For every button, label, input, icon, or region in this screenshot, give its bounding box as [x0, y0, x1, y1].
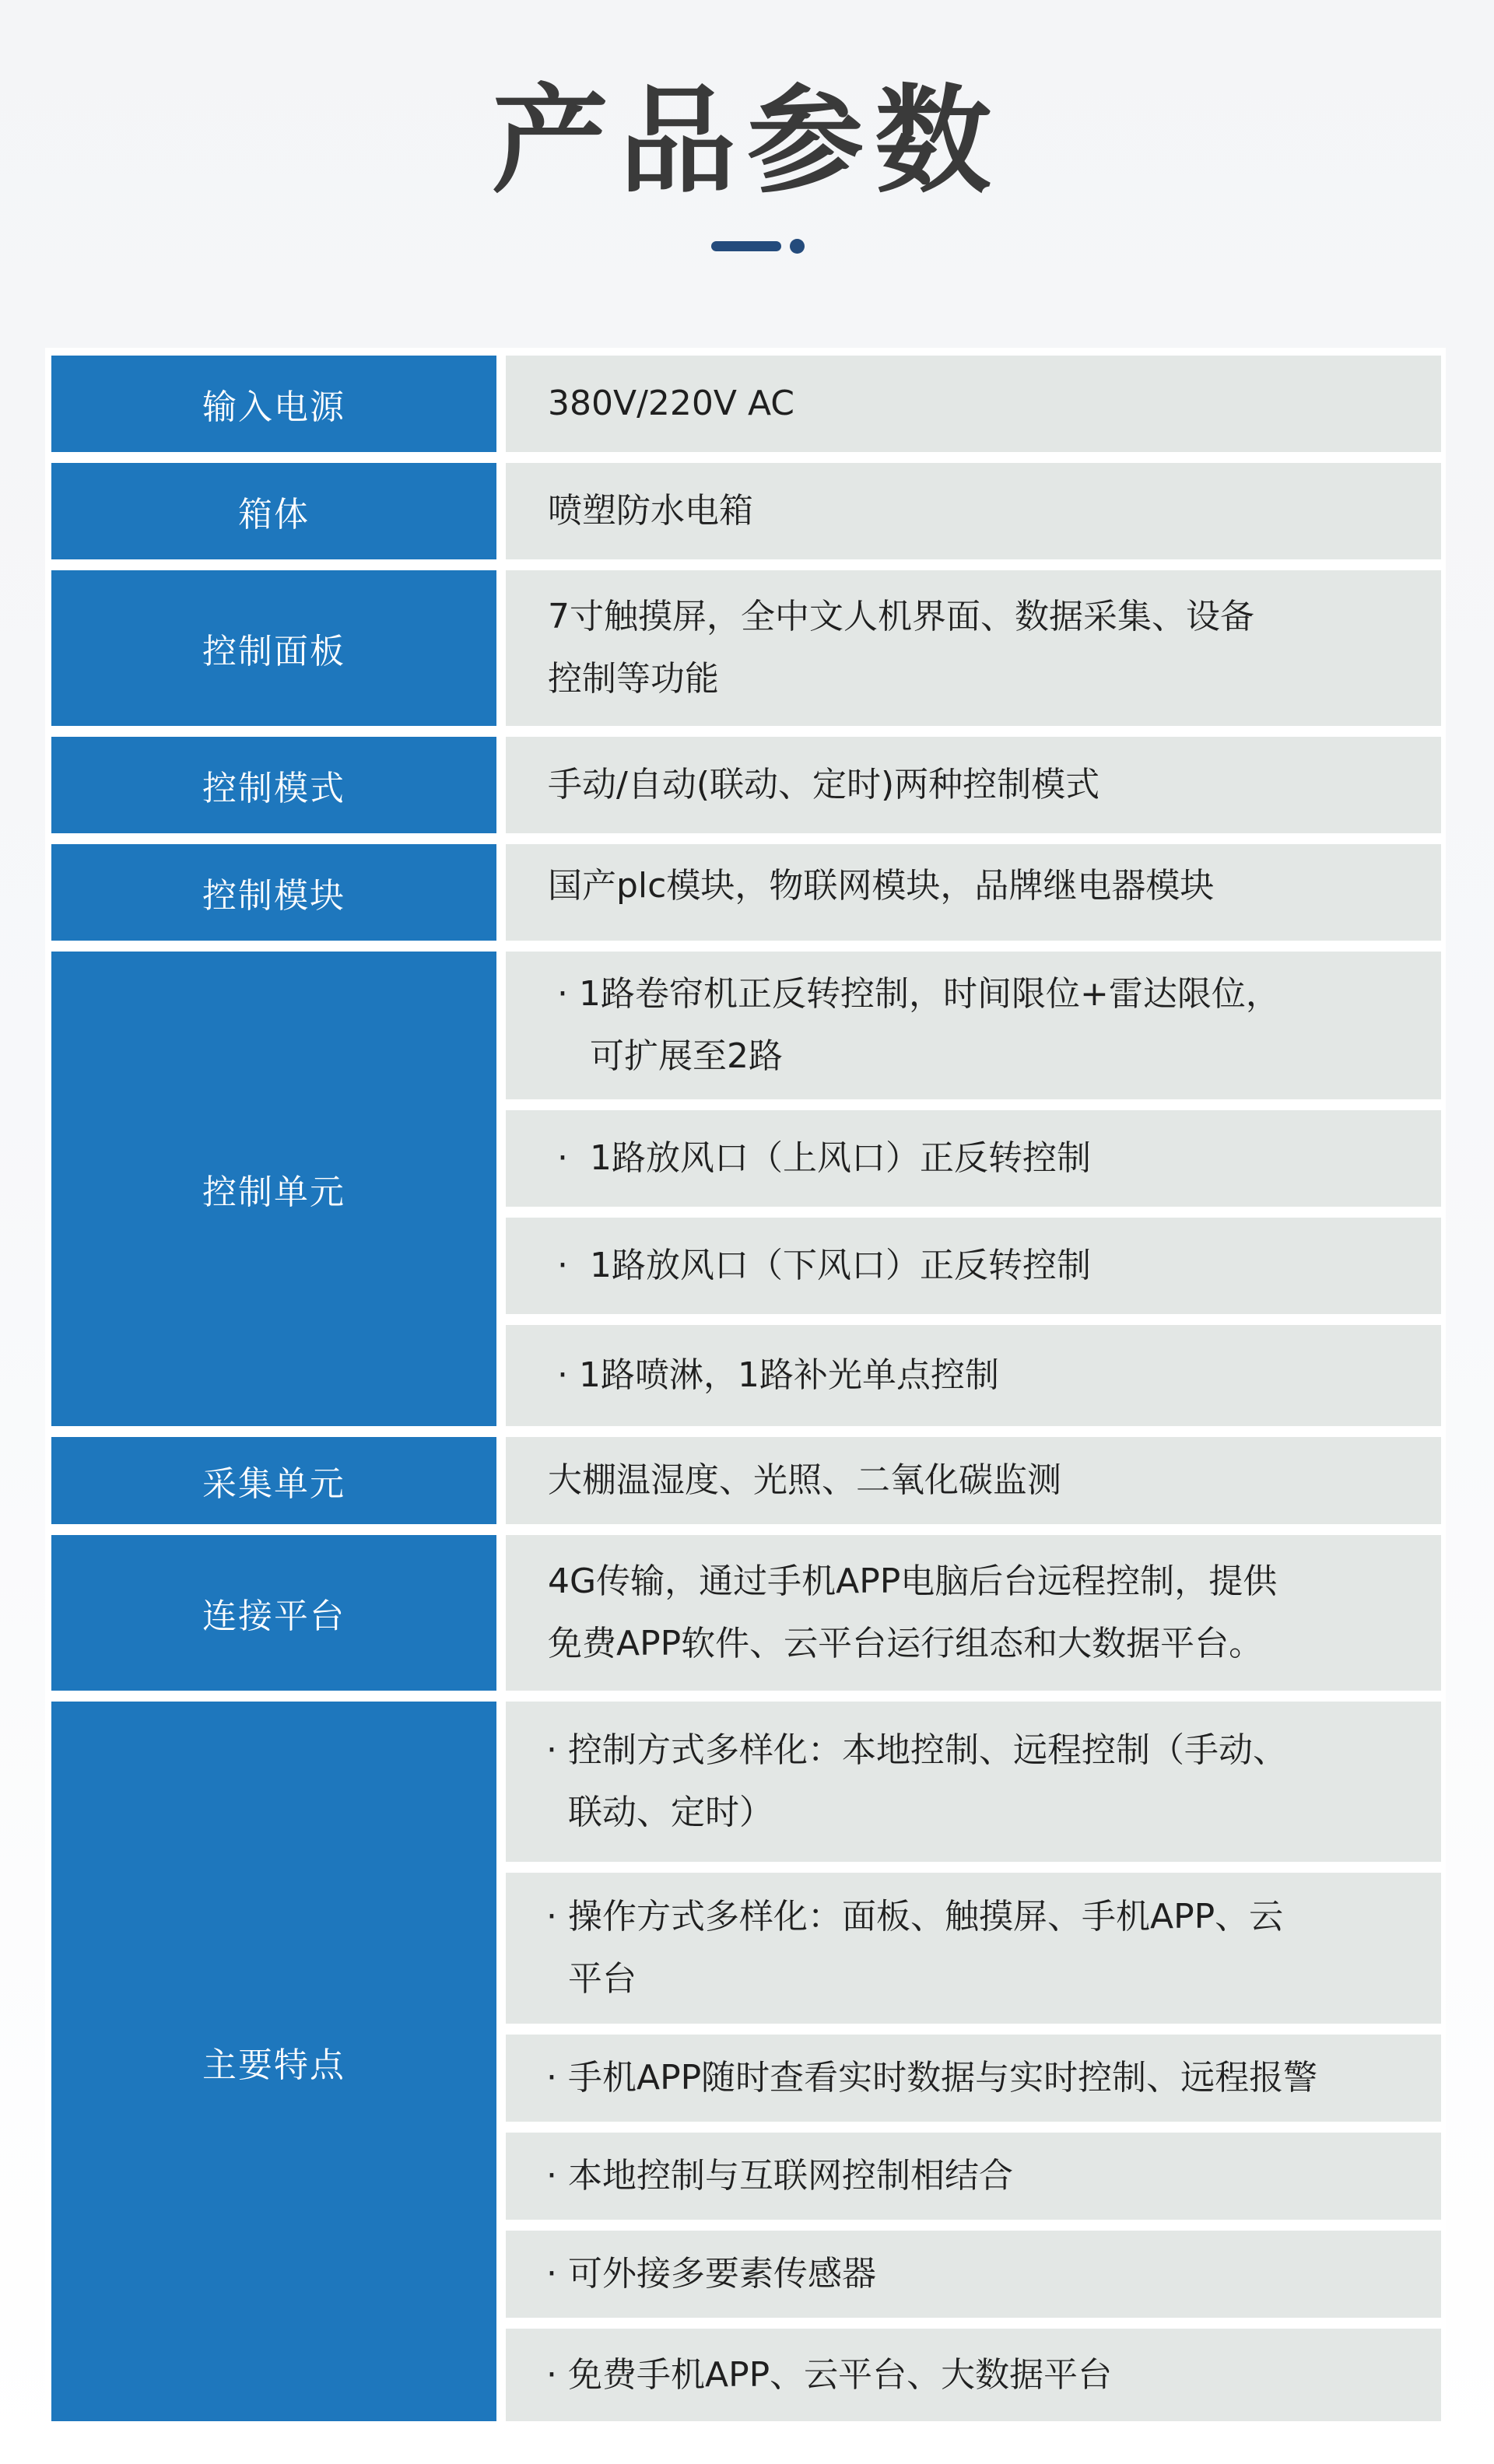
page-title: 产品参数 [491, 74, 1002, 209]
row-value-feature-2 [506, 1873, 1441, 2024]
value-text: 手动/自动(联动、定时)两种控制模式 [548, 765, 1100, 804]
row-value-feature-4 [506, 2133, 1441, 2220]
row-label-control-panel: 控制面板 [51, 570, 496, 726]
row-label-enclosure: 箱体 [51, 463, 496, 559]
value-text: · 1路卷帘机正反转控制，时间限位+雷达限位， 可扩展至2路 [557, 974, 1280, 1076]
row-label-connection-platform: 连接平台 [51, 1535, 496, 1691]
row-value-enclosure [506, 463, 1441, 559]
value-text: · 本地控制与互联网控制相结合 [546, 2156, 1013, 2196]
row-label-control-module: 控制模块 [51, 844, 496, 941]
row-value-control-unit-4 [506, 1325, 1441, 1426]
value-text: 喷塑防水电箱 [548, 491, 753, 531]
params-table [45, 348, 1446, 2429]
value-text: 国产plc模块，物联网模块，品牌继电器模块 [548, 866, 1215, 906]
row-value-control-mode [506, 737, 1441, 833]
value-text: · 1路放风口（下风口）正反转控制 [557, 1246, 1091, 1285]
value-text: 380V/220V AC [548, 384, 795, 423]
value-text: · 控制方式多样化：本地控制、远程控制（手动、 联动、定时） [546, 1730, 1287, 1832]
row-value-control-unit-3 [506, 1218, 1441, 1314]
row-label-control-mode: 控制模式 [51, 737, 496, 833]
row-label-acquisition-unit: 采集单元 [51, 1437, 496, 1524]
row-value-control-panel [506, 570, 1441, 726]
row-value-connection-platform [506, 1535, 1441, 1691]
value-text: · 免费手机APP、云平台、大数据平台 [546, 2354, 1113, 2395]
value-text: · 操作方式多样化：面板、触摸屏、手机APP、云 平台 [546, 1897, 1284, 1999]
value-text: · 可外接多要素传感器 [546, 2254, 876, 2294]
value-text: 大棚温湿度、光照、二氧化碳监测 [548, 1460, 1061, 1500]
title-underline-decoration [711, 238, 805, 255]
row-value-control-unit-1 [506, 952, 1441, 1099]
value-text: · 1路放风口（上风口）正反转控制 [557, 1138, 1091, 1178]
row-label-control-unit: 控制单元 [51, 952, 496, 1426]
decoration-dot [790, 239, 805, 254]
row-label-main-features: 主要特点 [51, 1702, 496, 2421]
value-text: 4G传输，通过手机APP电脑后台远程控制，提供 免费APP软件、云平台运行组态和大数据平台。 [548, 1561, 1278, 1663]
value-text: · 1路喷淋，1路补光单点控制 [557, 1355, 999, 1395]
row-value-control-module [506, 844, 1441, 941]
row-value-feature-1 [506, 1702, 1441, 1862]
row-value-feature-6 [506, 2329, 1441, 2421]
row-value-acquisition-unit [506, 1437, 1441, 1524]
row-value-power [506, 356, 1441, 452]
row-value-feature-3 [506, 2035, 1441, 2122]
row-value-control-unit-2 [506, 1110, 1441, 1207]
value-text: 7寸触摸屏，全中文人机界面、数据采集、设备 控制等功能 [548, 597, 1254, 699]
decoration-bar [711, 241, 781, 251]
row-label-power: 输入电源 [51, 356, 496, 452]
row-value-feature-5 [506, 2231, 1441, 2318]
value-text: · 手机APP随时查看实时数据与实时控制、远程报警 [546, 2058, 1318, 2098]
